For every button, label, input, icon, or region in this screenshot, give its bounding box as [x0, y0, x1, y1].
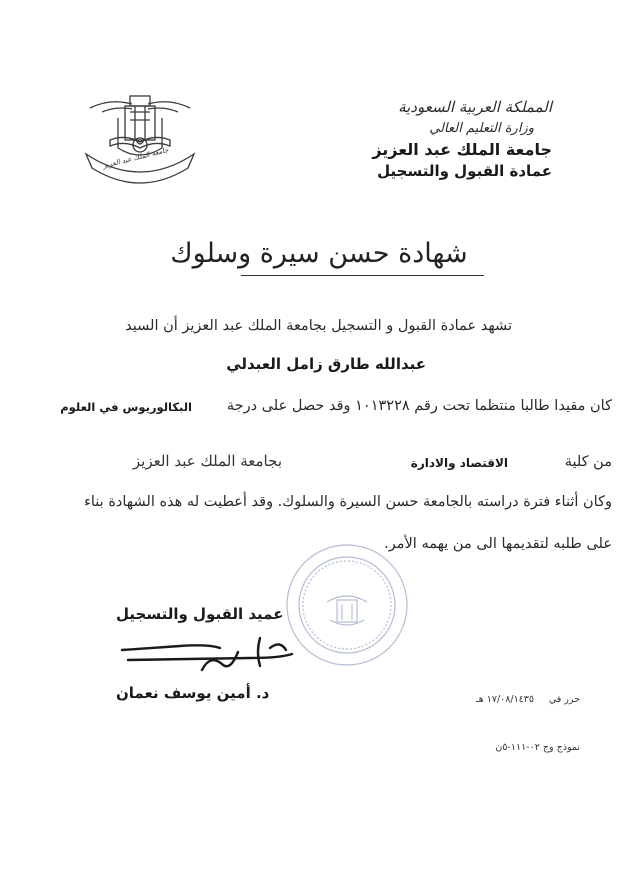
certificate-line1: تشهد عمادة القبول و التسجيل بجامعة الملك عبد العزيز أن السيد: [125, 318, 512, 334]
certificate-line5: وكان أثناء فترة دراسته بالجامعة حسن السيرة والسلوك. وقد أعطيت له هذه الشهادة بناء: [84, 494, 612, 510]
issue-date: ١٧/٠٨/١٤٣٥ هـ: [475, 694, 534, 705]
signature-mark: [110, 630, 300, 680]
university-logo-icon: [80, 90, 200, 185]
signature-title: عميد القبول والتسجيل: [116, 605, 284, 623]
issued-label: حرر في: [548, 694, 580, 705]
student-name: عبدالله طارق زامل العبدلي: [226, 355, 426, 373]
signatory-name: د. أمين يوسف نعمان: [116, 684, 270, 702]
official-stamp: [282, 540, 412, 670]
university-logo: [80, 90, 200, 185]
handwritten-signature-icon: [110, 630, 300, 680]
form-code: نموذج وج ٠٢-١١١-٥ن: [495, 742, 580, 753]
degree-name: البكالوريوس في العلوم: [60, 400, 192, 414]
official-stamp-icon: [282, 540, 412, 670]
logo-ribbon-text: جامعة الملك عبد العزيز: [102, 145, 170, 171]
certificate-line6: على طلبه لتقديمها الى من يهمه الأمر.: [384, 536, 612, 552]
header-university: جامعة الملك عبد العزيز: [372, 140, 552, 159]
header-ministry: وزارة التعليم العالي: [429, 121, 534, 136]
college-name: الاقتصاد والادارة: [410, 456, 508, 470]
certificate-line3: كان مقيدا طالبا منتظما تحت رقم ١٠١٣٢٢٨ وقد حصل على درجة: [226, 398, 612, 414]
college-label: من كلية: [564, 454, 612, 470]
university-phrase: بجامعة الملك عبد العزيز: [132, 452, 282, 470]
certificate-title: شهادة حسن سيرة وسلوك: [170, 238, 468, 269]
title-underline: [241, 275, 484, 276]
header-deanship: عمادة القبول والتسجيل: [377, 162, 552, 180]
header-kingdom: المملكة العربية السعودية: [398, 98, 552, 116]
